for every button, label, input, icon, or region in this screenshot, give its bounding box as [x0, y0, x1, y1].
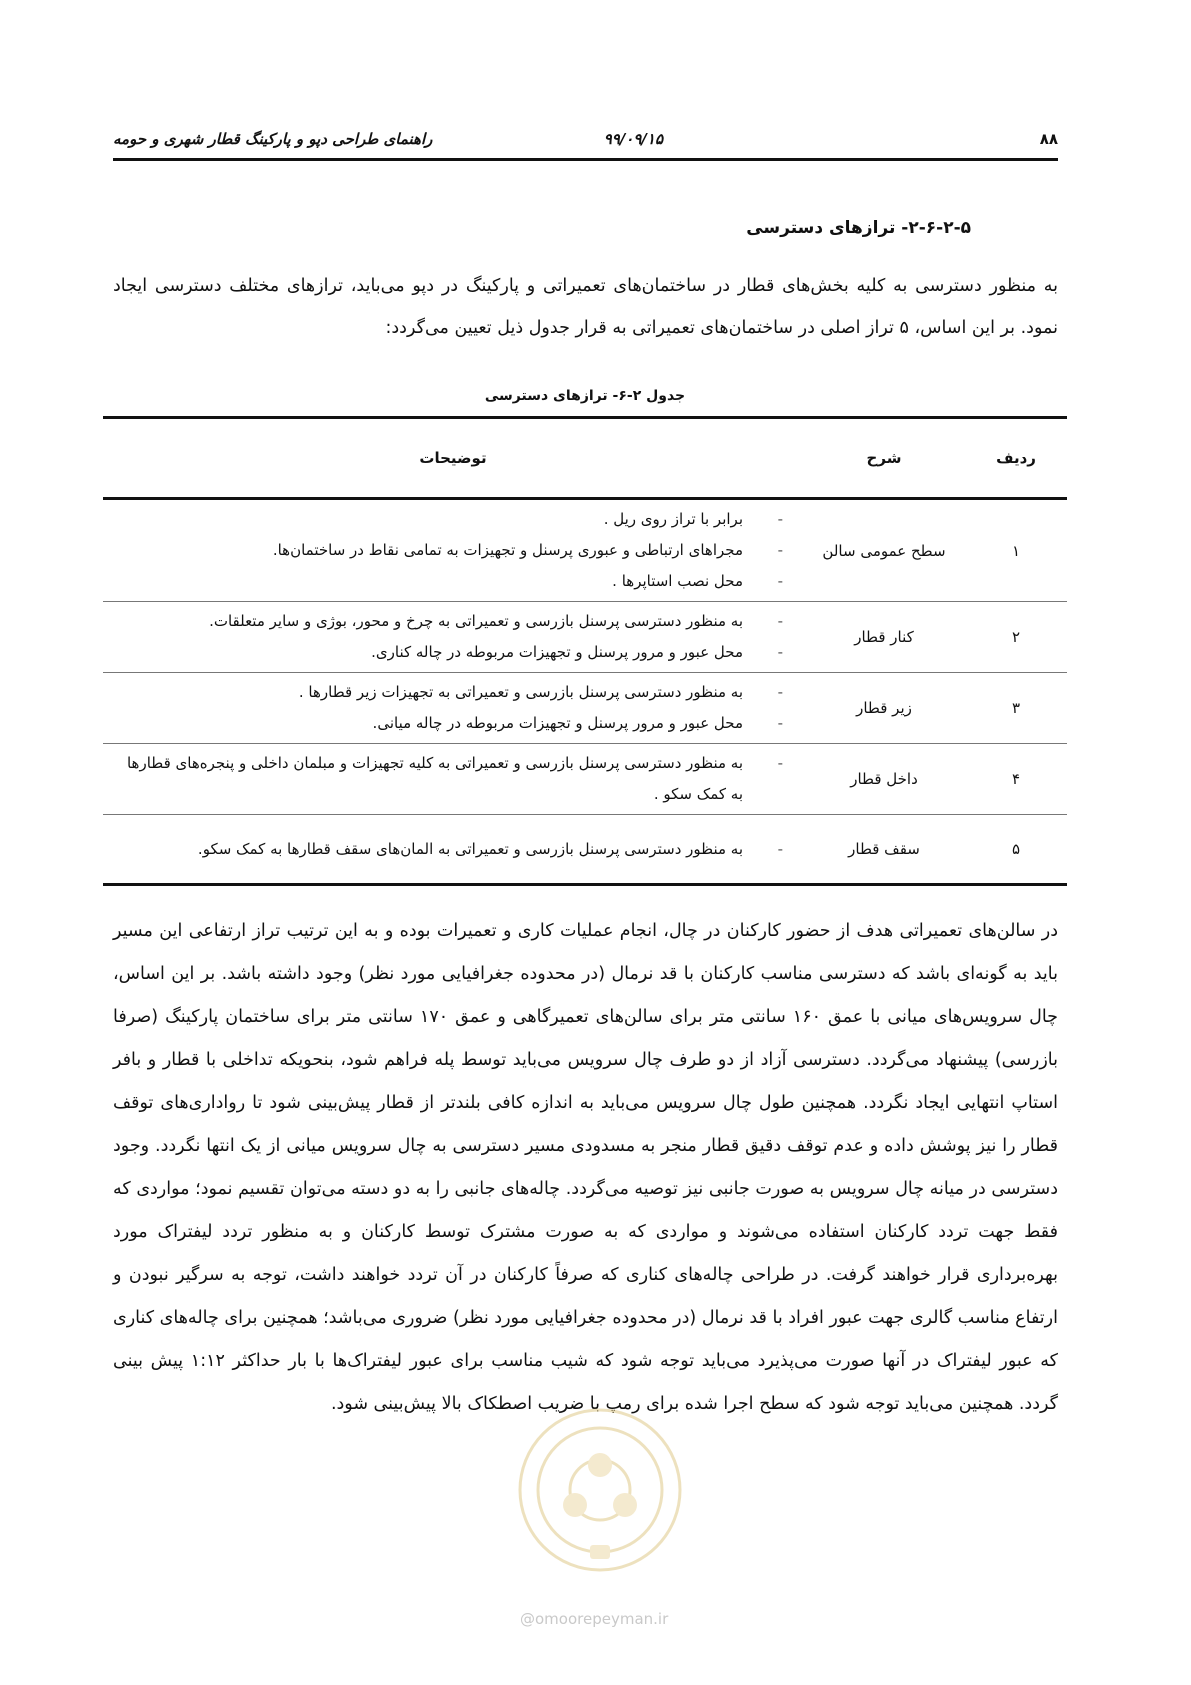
body-paragraph: در سالن‌های تعمیراتی هدف از حضور کارکنان در چال، انجام عملیات کاری و تعمیرات بوده و به این ترتیب تراز ارتفاعی این مسیر باید به گونه‌ای باشد که دسترسی مناسب کارکنان با قد نرمال (در محدوده جغرافیایی مورد نظر) وجود داشته باشد. بر این اساس، چال سرویس‌های میانی با عمق ۱۶۰ سانتی متر برای سالن‌های تعمیرگاهی و عمق ۱۷۰ سانتی متر برای ساختمان پارکینگ (صرفا بازرسی) پیشنهاد می‌گردد. دسترسی آزاد از دو طرف چال سرویس می‌باید توسط پله فراهم شود، بنحویکه تداخلی با قطار و بافر استاپ انتهایی ایجاد نگردد. همچنین طول چال سرویس می‌باید به اندازه کافی بلندتر از قطار پیش‌بینی شود تا رواداری‌های توقف قطار را نیز پوشش داده و عدم توقف دقیق قطار منجر به مسدودی مسیر دسترسی به چال سرویس میانی از یک انتها نگردد. وجود دسترسی در میانه چال سرویس به صورت جانبی نیز توصیه می‌گردد. چاله‌های جانبی را به دو دسته می‌توان تقسیم نمود؛ مواردی که فقط جهت تردد کارکنان استفاده می‌شوند و مواردی که به صورت مشترک توسط کارکنان و به منظور تردد لیفتراک مورد بهره‌برداری قرار خواهند گرفت. در طراحی چاله‌های کناری که صرفاً کارکنان در آن تردد خواهند داشت، توجه به سرگیر نبودن و ارتفاع مناسب گالری جهت عبور افراد با قد نرمال (در محدوده جغرافیایی مورد نظر) ضروری می‌باشد؛ همچنین برای چاله‌های کناری که عبور لیفتراک در آنها صورت می‌پذیرد می‌باید توجه شود که شیب مناسب برای عبور لیفتراک‌ها با بار حداکثر ۱:۱۲ پیش بینی گردد. همچنین می‌باید توجه شود که سطح اجرا شده برای رمپ با ضریب اصطکاک بالا پیش‌بینی شود.	[113, 921, 1058, 1414]
intro-paragraph: به منظور دسترسی به کلیه بخش‌های قطار در ساختمان‌های تعمیراتی و پارکینگ در دپو می‌باید، ترازهای مختلف دسترسی ایجاد نمود. بر این اساس، ۵ تراز اصلی در ساختمان‌های تعمیراتی به قرار جدول ذیل تعیین می‌گردد:	[113, 276, 1058, 338]
header-title: راهنمای طراحی دپو و پارکینگ قطار شهری و حومه	[113, 130, 433, 148]
seal-watermark-icon	[505, 1385, 695, 1585]
row-description	[103, 815, 803, 885]
list-item: - به منظور دسترسی پرسنل بازرسی و تعمیراتی به چرخ و محور، بوژی و سایر متعلقات.	[123, 606, 783, 637]
row-description	[103, 602, 803, 673]
table-header-row	[103, 418, 1067, 499]
table-row	[103, 499, 1067, 602]
list-item: - محل نصب استاپرها .	[123, 566, 783, 597]
table-caption: جدول ۲-۶- ترازهای دسترسی	[484, 388, 686, 404]
page-number: ۸۸	[1039, 130, 1058, 148]
list-item: - محل عبور و مرور پرسنل و تجهیزات مربوطه در چاله میانی.	[123, 708, 783, 739]
header-row-number: ردیف	[965, 418, 1067, 499]
table-row	[103, 673, 1067, 744]
row-title: سقف قطار	[803, 815, 965, 885]
row-number: ۵	[965, 815, 1067, 885]
row-description	[103, 499, 803, 602]
header-title-col: شرح	[803, 418, 965, 499]
section-heading: ۲-۶-۲-۵- ترازهای دسترسی	[746, 218, 971, 238]
row-title: داخل قطار	[803, 744, 965, 815]
header-description: توضیحات	[103, 418, 803, 499]
row-title: کنار قطار	[803, 602, 965, 673]
list-item: - به منظور دسترسی پرسنل بازرسی و تعمیراتی به المان‌های سقف قطارها به کمک سکو.	[123, 834, 783, 865]
row-number: ۲	[965, 602, 1067, 673]
list-item: - به منظور دسترسی پرسنل بازرسی و تعمیراتی به کلیه تجهیزات و مبلمان داخلی و پنجره‌های قطارها به کمک سکو .	[123, 748, 783, 810]
row-description	[103, 744, 803, 815]
access-levels-table	[103, 416, 1067, 886]
row-number: ۴	[965, 744, 1067, 815]
row-title: زیر قطار	[803, 673, 965, 744]
table-row	[103, 744, 1067, 815]
table-row	[103, 602, 1067, 673]
watermark-url: @omoorepeyman.ir	[520, 1610, 669, 1628]
row-description	[103, 673, 803, 744]
header-date: ۹۹/۰۹/۱۵	[603, 130, 663, 148]
row-title: سطح عمومی سالن	[822, 541, 946, 560]
list-item: - مجراهای ارتباطی و عبوری پرسنل و تجهیزات به تمامی نقاط در ساختمان‌ها.	[123, 535, 783, 566]
list-item: - محل عبور و مرور پرسنل و تجهیزات مربوطه در چاله کناری.	[123, 637, 783, 668]
row-number: ۳	[965, 673, 1067, 744]
list-item: - برابر با تراز روی ریل .	[123, 504, 783, 535]
row-number: ۱	[1011, 541, 1021, 560]
list-item: - به منظور دسترسی پرسنل بازرسی و تعمیراتی به تجهیزات زیر قطارها .	[123, 677, 783, 708]
page-header	[113, 128, 1058, 161]
table-row	[103, 815, 1067, 885]
